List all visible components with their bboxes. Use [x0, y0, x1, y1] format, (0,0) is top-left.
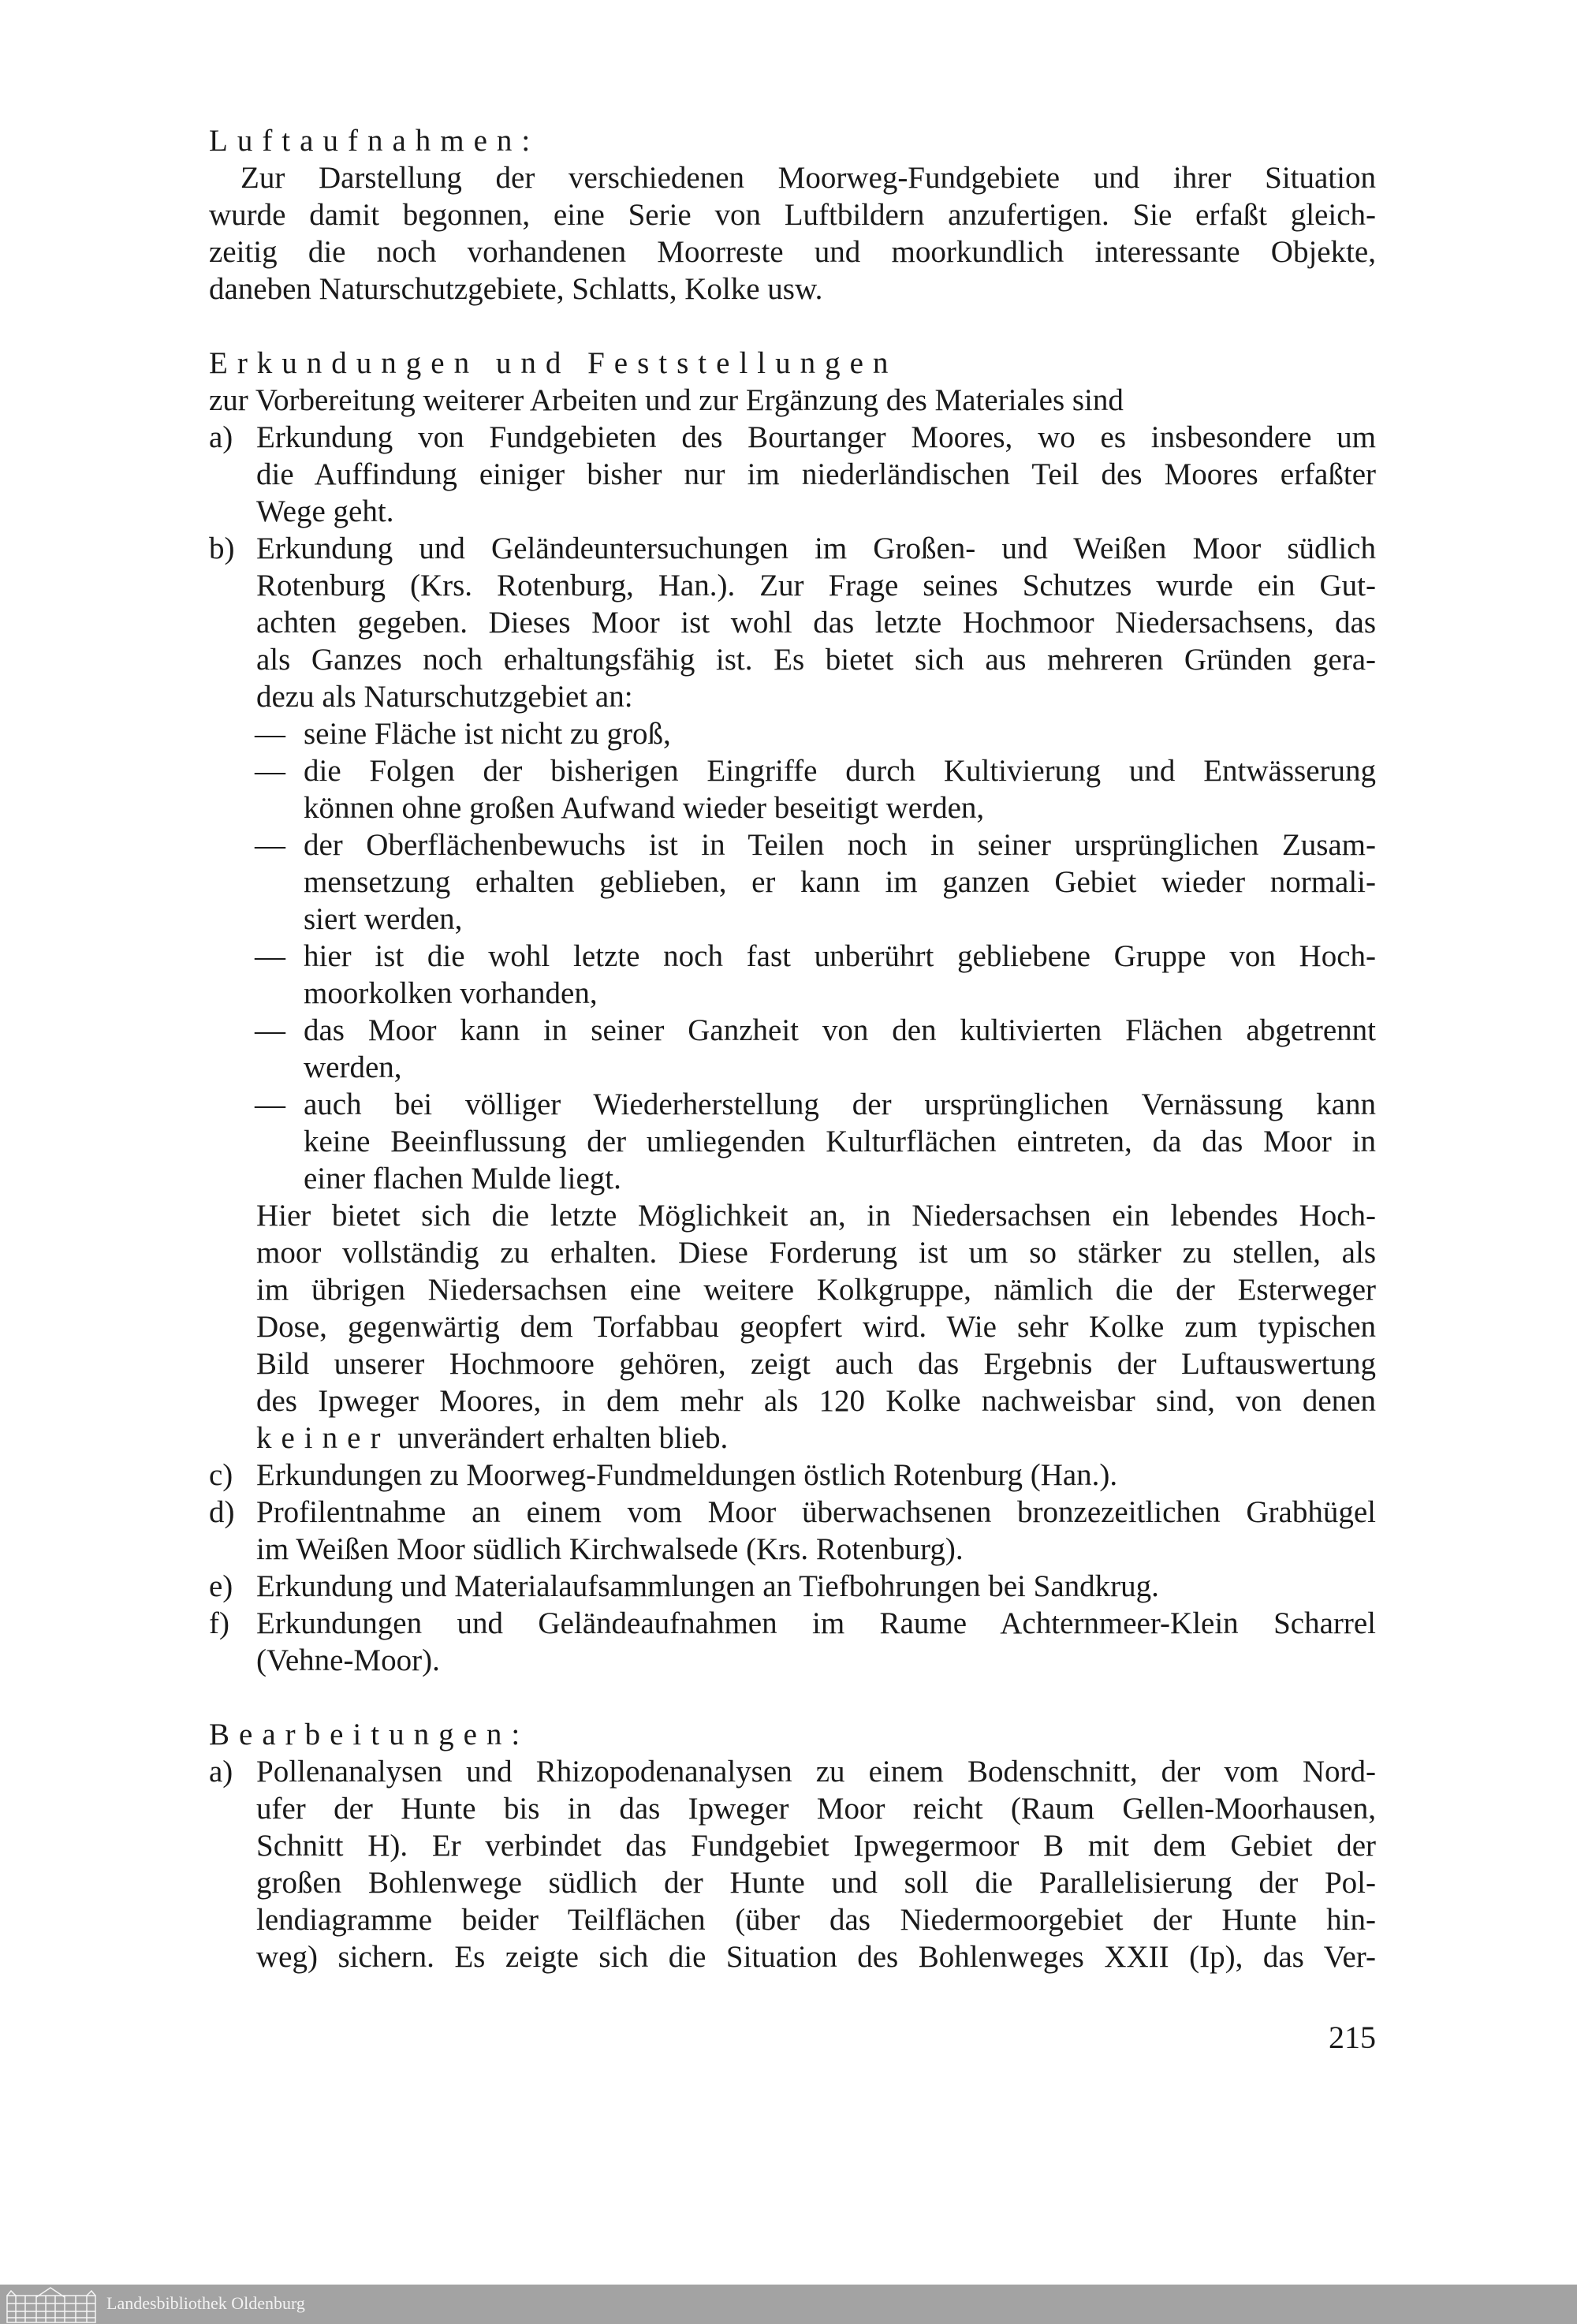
line-text: siert werden, — [304, 902, 463, 936]
line-text: mensetzung erhalten geblieben, er kann im ganzen Gebiet wieder normali- — [304, 865, 1376, 899]
line-text: die Auffindung einiger bisher nur im niederländischen Teil des Moores erfaßter — [256, 457, 1376, 491]
line-text: hier ist die wohl letzte noch fast unberührt gebliebene Gruppe von Hoch- — [304, 939, 1376, 973]
text-line — [209, 789, 1376, 826]
text-line — [209, 1160, 1376, 1197]
text-line — [209, 1790, 1376, 1827]
line-text: Erkundung von Fundgebieten des Bourtanger Moores, wo es insbesondere um — [256, 420, 1376, 454]
text-line — [209, 419, 1376, 456]
line-text: weg) sichern. Es zeigte sich die Situation des Bohlenweges XXII (Ip), das Ver- — [256, 1940, 1376, 1974]
heading-text: Erkundungen und Feststellungen — [209, 346, 898, 380]
text-line — [209, 1901, 1376, 1938]
text-line — [209, 1049, 1376, 1086]
line-text: seine Fläche ist nicht zu groß, — [304, 717, 671, 751]
list-label: e) — [209, 1569, 233, 1603]
blank-line — [209, 1679, 1376, 1716]
library-name: Landesbibliothek Oldenburg — [106, 2293, 305, 2313]
line-text: ufer der Hunte bis in das Ipweger Moor reicht (Raum Gellen-Moorhausen, — [256, 1792, 1376, 1826]
list-label: a) — [209, 1755, 233, 1789]
page-body — [209, 122, 1376, 1975]
line-text: Pollenanalysen und Rhizopodenanalysen zu einem Bodenschnitt, der vom Nord- — [256, 1755, 1376, 1789]
text-line — [209, 1123, 1376, 1160]
text-line — [209, 1308, 1376, 1345]
text-line — [209, 456, 1376, 493]
line-text: der Oberflächenbewuchs ist in Teilen noch in seiner ursprünglichen Zusam- — [304, 828, 1376, 862]
line-text: Dose, gegenwärtig dem Torfabbau geopfert wird. Wie sehr Kolke zum typischen — [256, 1310, 1376, 1344]
text-line — [209, 641, 1376, 678]
text-line — [209, 233, 1376, 270]
text-line — [209, 270, 1376, 308]
line-text: des Ipweger Moores, in dem mehr als 120 Kolke nachweisbar sind, von denen — [256, 1384, 1376, 1418]
text-line — [209, 678, 1376, 715]
line-text-rest: unverändert erhalten blieb. — [390, 1421, 729, 1455]
dash-bullet: — — [255, 754, 285, 788]
text-line — [209, 382, 1376, 419]
line-text: achten gegeben. Dieses Moor ist wohl das letzte Hochmoor Niedersachsens, das — [256, 606, 1376, 640]
text-line — [209, 1864, 1376, 1901]
text-line — [209, 901, 1376, 938]
dash-bullet: — — [255, 939, 285, 973]
emphasized-word: keiner — [256, 1421, 390, 1455]
line-text: Erkundung und Geländeuntersuchungen im Großen- und Weißen Moor südlich — [256, 532, 1376, 565]
line-text: zur Vorbereitung weiterer Arbeiten und zur Ergänzung des Materiales sind — [209, 383, 1124, 417]
text-line — [209, 864, 1376, 901]
line-text: moor vollständig zu erhalten. Diese Forderung ist um so stärker zu stellen, als — [256, 1236, 1376, 1270]
text-line — [209, 826, 1376, 864]
text-line — [209, 1012, 1376, 1049]
line-text: keine Beeinflussung der umliegenden Kulturflächen eintreten, da das Moor in — [304, 1125, 1376, 1158]
line-text: Erkundungen zu Moorweg-Fundmeldungen östlich Rotenburg (Han.). — [256, 1458, 1118, 1492]
text-line — [209, 975, 1376, 1012]
section-heading — [209, 345, 1376, 382]
text-line — [209, 1457, 1376, 1494]
line-text: zeitig die noch vorhandenen Moorreste und moorkundlich interessante Objekte, — [209, 235, 1376, 269]
text-line — [209, 1271, 1376, 1308]
line-text: Profilentnahme an einem vom Moor überwachsenen bronzezeitlichen Grabhügel — [256, 1495, 1376, 1529]
line-text: Rotenburg (Krs. Rotenburg, Han.). Zur Frage seines Schutzes wurde ein Gut- — [256, 569, 1376, 602]
text-line — [209, 1494, 1376, 1531]
line-text: lendiagramme beider Teilflächen (über das Niedermoorgebiet der Hunte hin- — [256, 1903, 1376, 1937]
dash-bullet: — — [255, 1013, 285, 1047]
list-label: a) — [209, 420, 233, 454]
line-text: daneben Naturschutzgebiete, Schlatts, Kolke usw. — [209, 272, 823, 306]
line-text: Hier bietet sich die letzte Möglichkeit an, in Niedersachsen ein lebendes Hoch- — [256, 1199, 1376, 1233]
line-text: als Ganzes noch erhaltungsfähig ist. Es bietet sich aus mehreren Gründen gera- — [256, 643, 1376, 677]
section-heading — [209, 1716, 1376, 1753]
line-text: Bild unserer Hochmoore gehören, zeigt auch das Ergebnis der Luftauswertung — [256, 1347, 1376, 1381]
text-line — [209, 715, 1376, 752]
list-label: b) — [209, 532, 235, 565]
text-line — [209, 159, 1376, 196]
text-line — [209, 604, 1376, 641]
line-text: (Vehne-Moor). — [256, 1643, 440, 1677]
text-line — [209, 1086, 1376, 1123]
heading-text: Luftaufnahmen: — [209, 124, 540, 158]
text-line — [209, 1531, 1376, 1568]
text-line — [209, 493, 1376, 530]
text-line — [209, 530, 1376, 567]
list-label: f) — [209, 1606, 229, 1640]
list-label: d) — [209, 1495, 235, 1529]
text-line — [209, 1827, 1376, 1864]
line-text — [256, 1419, 1376, 1457]
line-text: auch bei völliger Wiederherstellung der ursprünglichen Vernässung kann — [304, 1087, 1376, 1121]
line-text: Erkundung und Materialaufsammlungen an Tiefbohrungen bei Sandkrug. — [256, 1569, 1159, 1603]
text-line — [209, 1642, 1376, 1679]
line-text: großen Bohlenwege südlich der Hunte und soll die Parallelisierung der Pol- — [256, 1866, 1376, 1900]
text-line — [209, 1345, 1376, 1382]
heading-text: Bearbeitungen: — [209, 1718, 530, 1751]
line-text: einer flachen Mulde liegt. — [304, 1162, 621, 1196]
text-line — [209, 1568, 1376, 1605]
dash-bullet: — — [255, 717, 285, 751]
footer-bar — [0, 2285, 1577, 2324]
text-line — [209, 1234, 1376, 1271]
text-line — [209, 1938, 1376, 1975]
line-text: im Weißen Moor südlich Kirchwalsede (Krs. Rotenburg). — [256, 1532, 964, 1566]
line-text: werden, — [304, 1050, 402, 1084]
list-label: c) — [209, 1458, 233, 1492]
line-text: die Folgen der bisherigen Eingriffe durch Kultivierung und Entwässerung — [304, 754, 1376, 788]
line-text: wurde damit begonnen, eine Serie von Luftbildern anzufertigen. Sie erfaßt gleich- — [209, 198, 1376, 232]
text-line — [209, 1197, 1376, 1234]
line-text: Schnitt H). Er verbindet das Fundgebiet Ipwegermoor B mit dem Gebiet der — [256, 1829, 1376, 1863]
text-line — [209, 1419, 1376, 1457]
section-heading — [209, 122, 1376, 159]
dash-bullet: — — [255, 1087, 285, 1121]
text-line — [209, 1382, 1376, 1419]
line-text: moorkolken vorhanden, — [304, 976, 598, 1010]
library-building-icon — [5, 2286, 98, 2324]
text-line — [209, 196, 1376, 233]
text-line — [209, 1605, 1376, 1642]
line-text: im übrigen Niedersachsen eine weitere Kolkgruppe, nämlich die der Esterweger — [256, 1273, 1376, 1307]
text-line — [209, 1753, 1376, 1790]
line-text: dezu als Naturschutzgebiet an: — [256, 680, 633, 714]
line-text: können ohne großen Aufwand wieder beseitigt werden, — [304, 791, 985, 825]
line-text: Wege geht. — [256, 494, 394, 528]
text-line — [209, 752, 1376, 789]
dash-bullet: — — [255, 828, 285, 862]
line-text: das Moor kann in seiner Ganzheit von den kultivierten Flächen abgetrennt — [304, 1013, 1376, 1047]
page-number: 215 — [1329, 2020, 1376, 2055]
line-text: Zur Darstellung der verschiedenen Moorweg-Fundgebiete und ihrer Situation — [240, 161, 1376, 195]
blank-line — [209, 308, 1376, 345]
line-text: Erkundungen und Geländeaufnahmen im Raume Achternmeer-Klein Scharrel — [256, 1606, 1376, 1640]
text-line — [209, 567, 1376, 604]
text-line — [209, 938, 1376, 975]
